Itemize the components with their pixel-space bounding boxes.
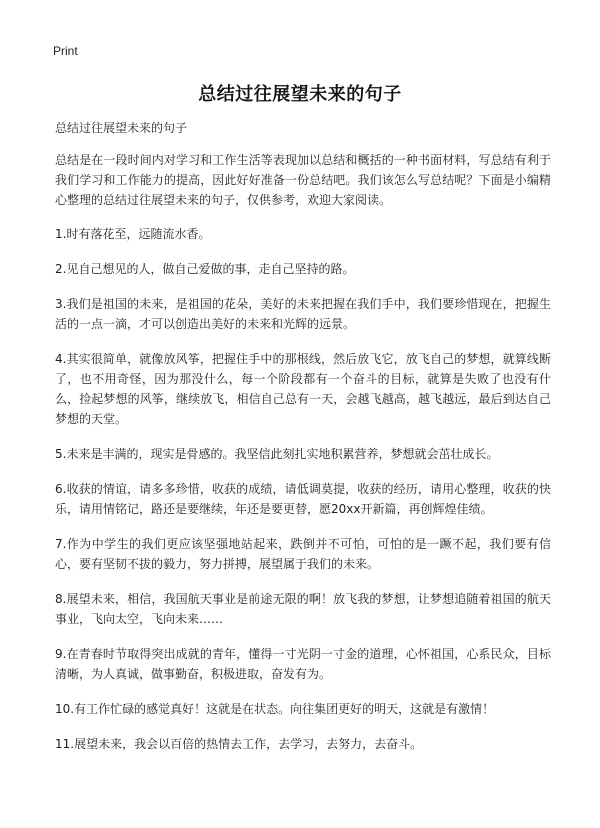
list-item: 6.收获的情谊，请多多珍惜，收获的成绩，请低调莫提，收获的经历，请用心整理，收获的快乐，请用情铭记，路还是要继续，年还是要更替，愿20xx开新篇，再创辉煌佳绩。 [55, 482, 551, 516]
list-item: 11.展望未来，我会以百倍的热情去工作，去学习，去努力，去奋斗。 [55, 737, 423, 751]
list-item: 3.我们是祖国的未来，是祖国的花朵，美好的未来把握在我们手中，我们要珍惜现在，把握生活的一点一滴，才可以创造出美好的未来和光辉的远景。 [55, 297, 551, 331]
page-title: 总结过往展望未来的句子 [198, 84, 402, 105]
list-item: 10.有工作忙碌的感觉真好！这就是在状态。向往集团更好的明天，这就是有激情！ [55, 702, 495, 716]
list-item: 8.展望未来，相信，我国航天事业是前途无限的啊！放飞我的梦想，让梦想追随着祖国的航天事业，飞向太空，飞向未来…… [55, 592, 551, 626]
list-item: 2.见自己想见的人，做自己爱做的事，走自己坚持的路。 [55, 262, 355, 276]
list-item: 7.作为中学生的我们更应该坚强地站起来，跌倒并不可怕，可怕的是一蹶不起，我们要有信心，要有坚韧不拔的毅力，努力拼搏，展望属于我们的未来。 [55, 537, 551, 571]
list-item: 5.未来是丰满的，现实是骨感的。我坚信此刻扎实地积累营养，梦想就会茁壮成长。 [55, 447, 499, 461]
intro-paragraph: 总结是在一段时间内对学习和工作生活等表现加以总结和概括的一种书面材料，写总结有利于我们学习和工作能力的提高，因此好好准备一份总结吧。我们该怎么写总结呢？下面是小编精心整理的总结过往展望未来的句子，仅供参考，欢迎大家阅读。 [55, 153, 551, 207]
document-body [55, 118, 551, 769]
print-label: Print [53, 44, 78, 58]
list-item: 4.其实很简单，就像放风筝，把握住手中的那根线，然后放飞它，放飞自己的梦想，就算线断了，也不用奇怪，因为那没什么，每一个阶段都有一个奋斗的目标，就算是失败了也没有什么，捡起梦想的风筝，继续放飞，相信自己总有一天，会越飞越高，越飞越远，最后到达自己梦想的天堂。 [55, 352, 551, 426]
subtitle: 总结过往展望未来的句子 [55, 121, 188, 135]
list-item: 1.时有落花至，远随流水香。 [55, 227, 211, 241]
list-item: 9.在青春时节取得突出成就的青年，懂得一寸光阴一寸金的道理，心怀祖国，心系民众，目标清晰，为人真诚，做事勤奋，积极进取，奋发有为。 [55, 647, 551, 681]
